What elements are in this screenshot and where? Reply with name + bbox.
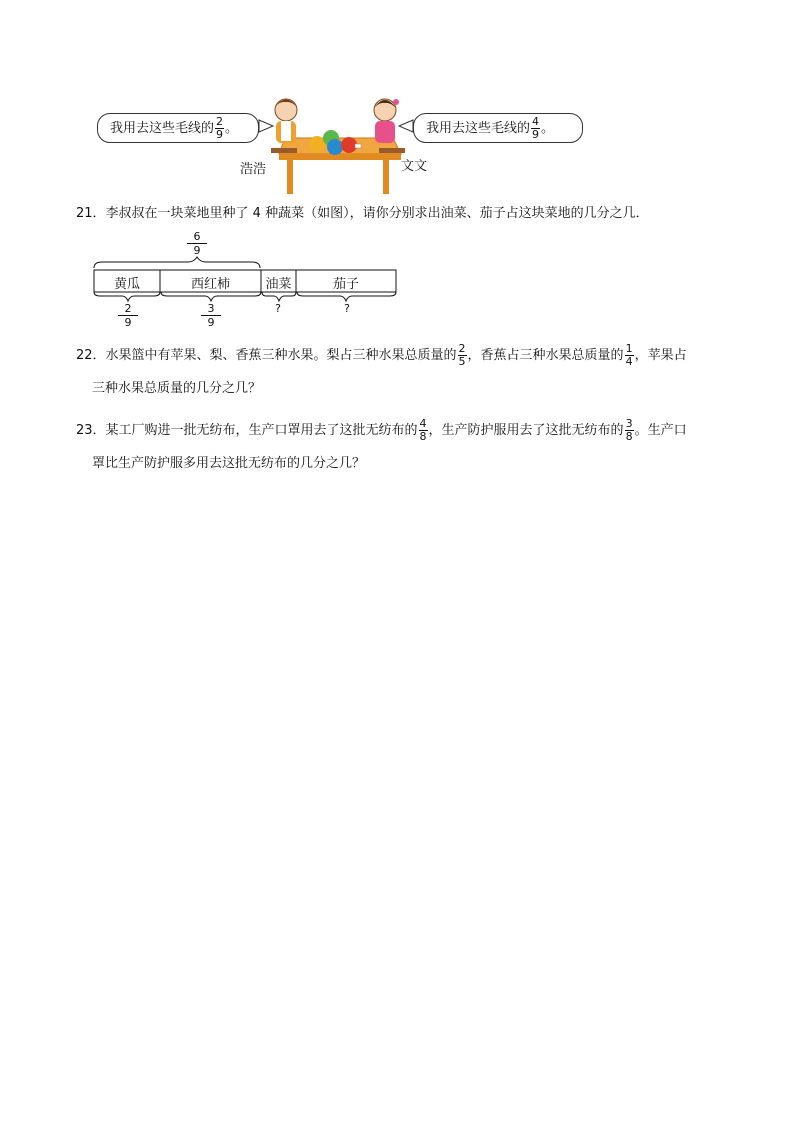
question-23-line-1 <box>76 418 687 443</box>
segment-cucumber: 黄瓜 <box>113 277 140 292</box>
fraction <box>419 418 428 443</box>
left-speech-bubble <box>97 113 259 143</box>
text-segment: ，香蕉占三种水果总质量的 <box>467 348 624 363</box>
question-22-line-1 <box>76 343 687 368</box>
fraction <box>531 116 540 141</box>
denominator: 8 <box>419 430 427 443</box>
fraction <box>625 418 634 443</box>
denominator: 9 <box>124 316 132 329</box>
text-segment: 23．某工厂购进一批无纺布，生产口罩用去了这批无纺布的 <box>76 423 418 438</box>
segment-rapeseed: 油菜 <box>265 277 292 292</box>
bubble-text: 我用去这些毛线的 <box>426 121 531 136</box>
question-22-line-2: 三种水果总质量的几分之几？ <box>92 381 262 396</box>
denominator: 5 <box>458 355 466 368</box>
text-segment: 22．水果篮中有苹果、梨、香蕉三种水果。梨占三种水果总质量的 <box>76 348 457 363</box>
segment-tomato: 西红柿 <box>190 277 230 292</box>
denominator: 8 <box>625 430 633 443</box>
numerator: 1 <box>625 342 633 355</box>
bubble-text: 我用去这些毛线的 <box>110 121 215 136</box>
numerator: 2 <box>458 342 466 355</box>
left-child-name: 浩浩 <box>240 162 267 177</box>
numerator: 3 <box>201 302 221 316</box>
numerator: 4 <box>532 115 540 128</box>
cucumber-fraction <box>118 302 138 329</box>
numerator: 3 <box>625 417 633 430</box>
denominator: 9 <box>532 128 540 141</box>
denominator: 9 <box>216 128 224 141</box>
denominator: 4 <box>625 355 633 368</box>
fraction <box>625 343 634 368</box>
bubble-end: 。 <box>541 121 555 136</box>
rapeseed-unknown: ? <box>275 302 281 315</box>
right-child-name: 文文 <box>401 159 428 174</box>
numerator: 4 <box>419 417 427 430</box>
text-segment: ，生产防护服用去了这批无纺布的 <box>428 423 624 438</box>
numerator: 2 <box>216 115 224 128</box>
fraction <box>458 343 467 368</box>
text-segment: ，苹果占 <box>634 348 687 363</box>
denominator: 9 <box>207 316 215 329</box>
question-23-line-2: 罩比生产防护服多用去这批无纺布的几分之几？ <box>92 456 366 471</box>
question-21-text: 21．李叔叔在一块菜地里种了 4 种蔬菜（如图），请你分别求出油菜、茄子占这块菜地的几分之几． <box>76 206 649 221</box>
segment-eggplant: 茄子 <box>332 277 359 292</box>
fraction <box>215 116 224 141</box>
numerator: 2 <box>118 302 138 316</box>
tomato-fraction <box>201 302 221 329</box>
denominator: 9 <box>193 244 201 257</box>
children-table-illustration <box>255 92 415 196</box>
right-speech-bubble <box>413 113 583 143</box>
text-segment: 。生产口 <box>634 423 687 438</box>
numerator: 6 <box>187 230 207 244</box>
top-fraction <box>187 230 207 257</box>
bubble-end: 。 <box>225 121 239 136</box>
eggplant-unknown: ? <box>344 302 350 315</box>
